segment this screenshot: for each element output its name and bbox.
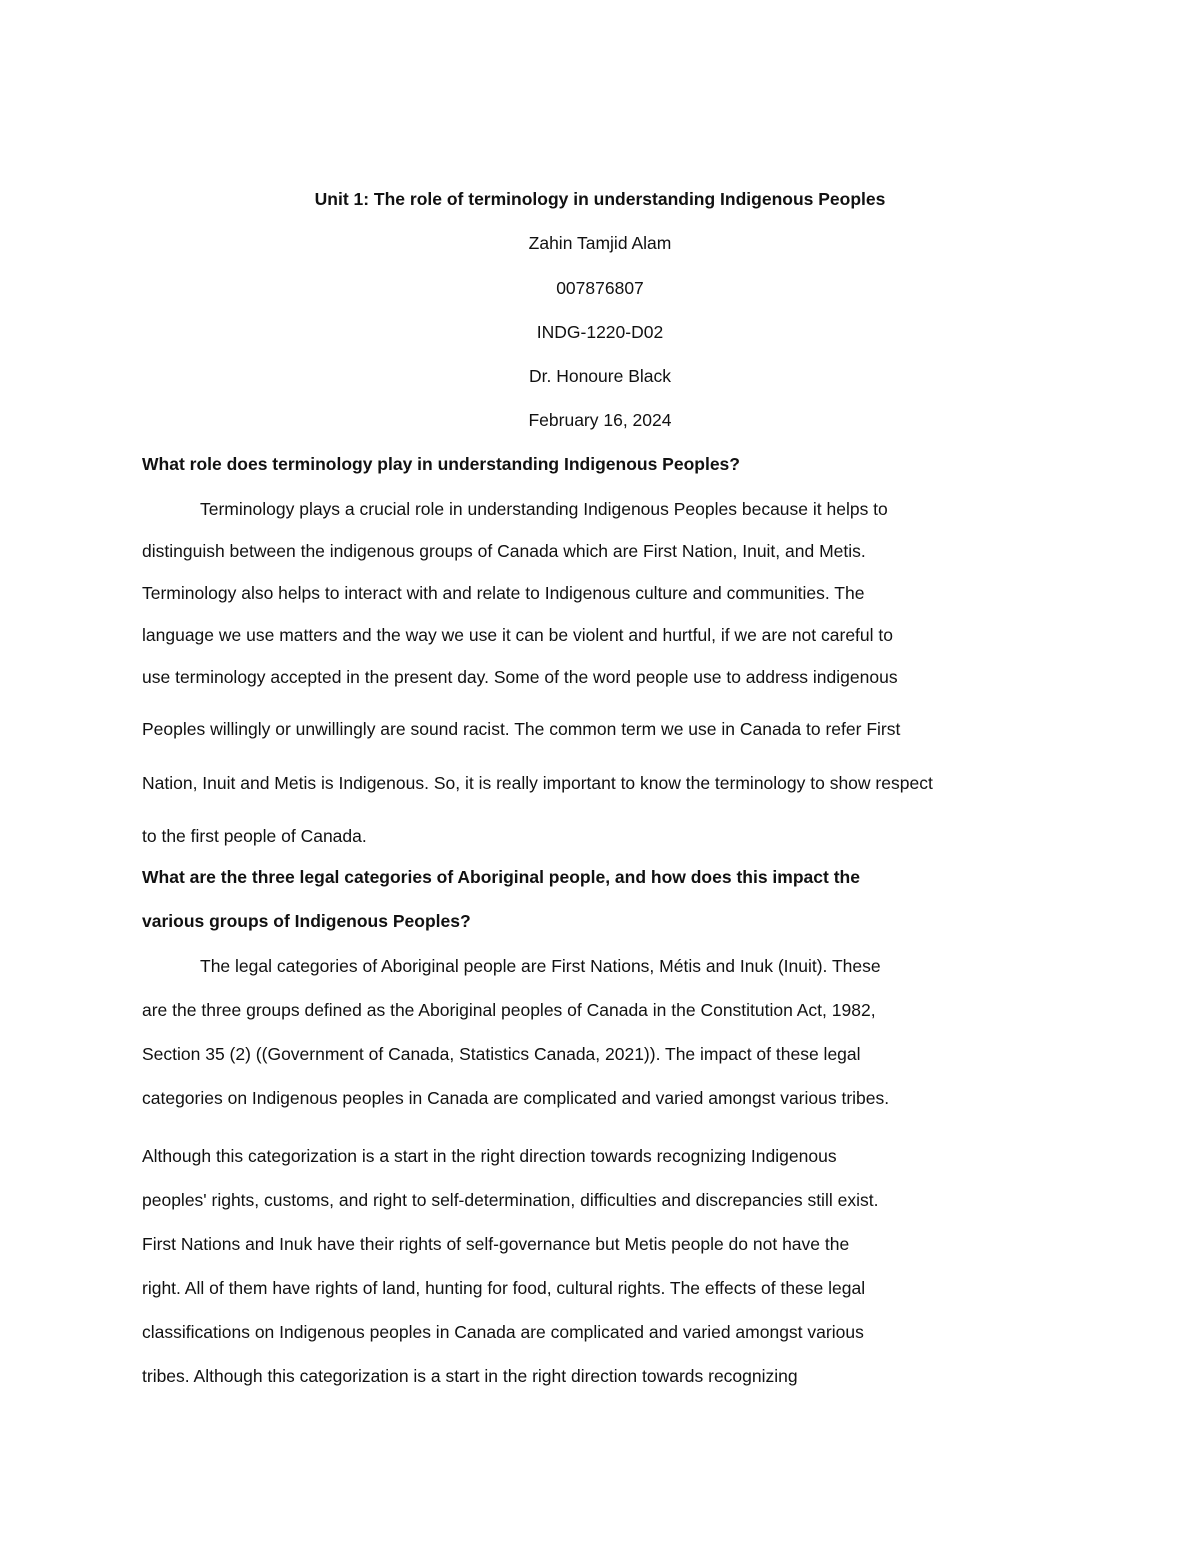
document-date: February 16, 2024 bbox=[528, 410, 672, 430]
section2-line: Section 35 (2) ((Government of Canada, Statistics Canada, 2021)). The impact of these legal bbox=[142, 1044, 861, 1064]
section1-line: Terminology also helps to interact with and relate to Indigenous culture and communities. The bbox=[142, 583, 865, 603]
section1-line: use terminology accepted in the present day. Some of the word people use to address indigenous bbox=[142, 667, 898, 687]
author-name: Zahin Tamjid Alam bbox=[528, 233, 672, 253]
document-title: Unit 1: The role of terminology in understanding Indigenous Peoples bbox=[314, 189, 886, 209]
section1-line: Nation, Inuit and Metis is Indigenous. So, it is really important to know the terminology to show respect bbox=[142, 773, 933, 793]
section1-line: Peoples willingly or unwillingly are sound racist. The common term we use in Canada to refer First bbox=[142, 719, 901, 739]
section2-line: classifications on Indigenous peoples in Canada are complicated and varied amongst various bbox=[142, 1322, 864, 1342]
section2-line: tribes. Although this categorization is a start in the right direction towards recognizing bbox=[142, 1366, 798, 1386]
section2-line: First Nations and Inuk have their rights of self-governance but Metis people do not have the bbox=[142, 1234, 850, 1254]
section1-line: language we use matters and the way we use it can be violent and hurtful, if we are not careful to bbox=[142, 625, 893, 645]
section2-line: peoples' rights, customs, and right to self-determination, difficulties and discrepancies still exist. bbox=[142, 1190, 879, 1210]
section2-heading: various groups of Indigenous Peoples? bbox=[142, 911, 471, 931]
course-code: INDG-1220-D02 bbox=[536, 322, 664, 342]
section2-line: Although this categorization is a start in the right direction towards recognizing Indigenous bbox=[142, 1146, 837, 1166]
section2-line: right. All of them have rights of land, hunting for food, cultural rights. The effects of these legal bbox=[142, 1278, 866, 1298]
instructor-name: Dr. Honoure Black bbox=[528, 366, 671, 386]
section1-line: to the first people of Canada. bbox=[142, 826, 367, 846]
section1-heading: What role does terminology play in understanding Indigenous Peoples? bbox=[142, 454, 740, 474]
student-id: 007876807 bbox=[556, 278, 644, 298]
section2-line: The legal categories of Aboriginal people are First Nations, Métis and Inuk (Inuit). These bbox=[200, 956, 881, 976]
section1-line: Terminology plays a crucial role in understanding Indigenous Peoples because it helps to bbox=[200, 499, 888, 519]
section2-line: categories on Indigenous peoples in Canada are complicated and varied amongst various tribes. bbox=[142, 1088, 890, 1108]
section2-line: are the three groups defined as the Aboriginal peoples of Canada in the Constitution Act, 1982, bbox=[142, 1000, 876, 1020]
section2-heading: What are the three legal categories of Aboriginal people, and how does this impact the bbox=[142, 867, 860, 887]
section1-line: distinguish between the indigenous groups of Canada which are First Nation, Inuit, and Metis. bbox=[142, 541, 866, 561]
